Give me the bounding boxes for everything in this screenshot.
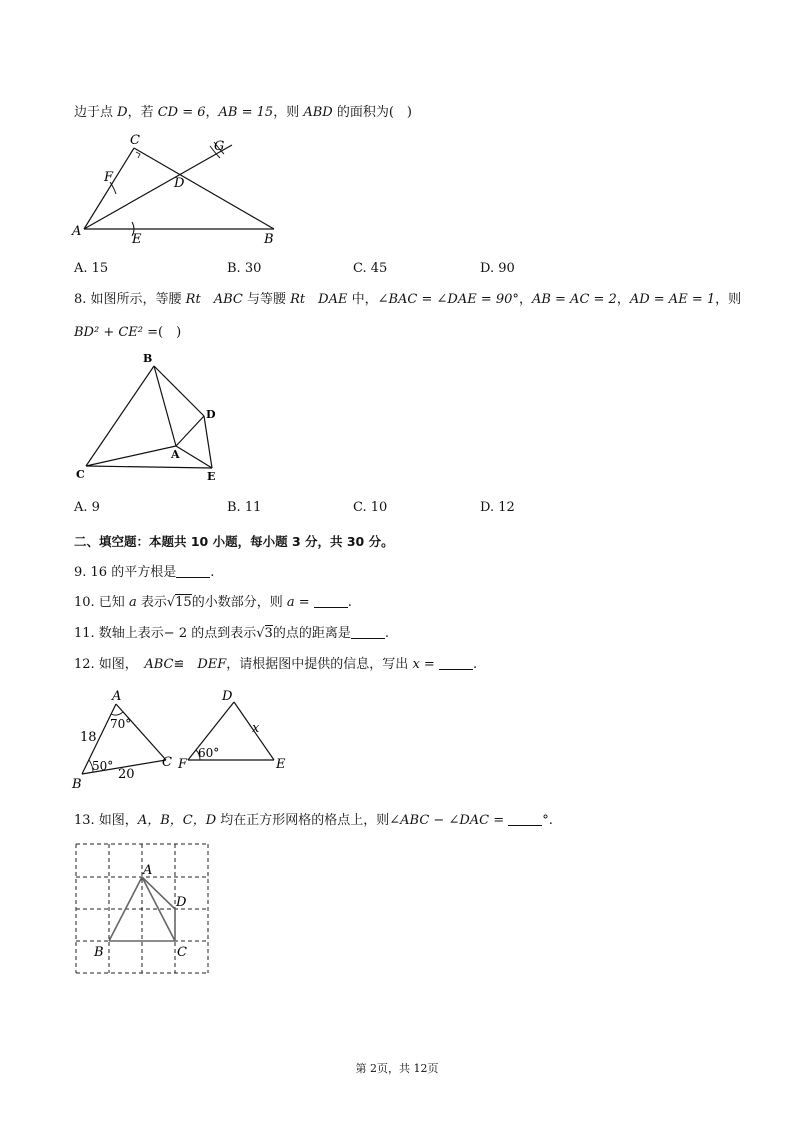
q12-side-ab: 18 (80, 730, 97, 745)
q12-answer-blank[interactable] (439, 657, 473, 670)
q10-text: 10. 已知 a 表示√15的小数部分，则 a = . (74, 595, 352, 610)
q8-text-line2: BD² + CE² =( ) (74, 325, 182, 340)
q12-angle-a: 70° (110, 717, 132, 731)
q12-text: 12. 如图， ABC≌ DEF，请根据图中提供的信息，写出 x = . (74, 657, 478, 672)
q10-answer-blank[interactable] (314, 595, 348, 608)
q7-figure (70, 132, 290, 247)
q12-figure (70, 686, 300, 790)
q7-option-d[interactable]: D. 90 (480, 261, 515, 276)
q7-label-d: D (174, 176, 185, 191)
q12-angle-b: 50° (92, 759, 114, 773)
q9-answer-blank[interactable] (176, 565, 210, 578)
q8-label-c: C (76, 468, 85, 481)
q11-text: 11. 数轴上表示− 2 的点到表示√3的点的距离是 . (74, 626, 389, 641)
q13-label-b: B (94, 945, 104, 960)
q8-label-b: B (143, 352, 153, 365)
q8-option-c[interactable]: C. 10 (353, 500, 388, 515)
q8-option-a[interactable]: A. 9 (74, 500, 100, 515)
q13-label-d: D (176, 895, 187, 910)
q12-label-d: D (222, 689, 233, 704)
q12-angle-f: 60° (198, 746, 220, 760)
q7-label-e: E (132, 232, 142, 247)
q8-label-a: A (171, 448, 180, 461)
q12-label-f: F (178, 757, 188, 772)
q8-text-line1: 8. 如图所示，等腰 Rt ABC 与等腰 Rt DAE 中，∠BAC = ∠DAE = 90°，AB = AC = 2，AD = AE = 1，则 (74, 292, 742, 307)
q7-label-g: G (214, 139, 225, 154)
q7-label-f: F (104, 170, 114, 185)
q8-label-e: E (207, 470, 216, 483)
q7-label-a: A (72, 224, 82, 239)
q7-option-c[interactable]: C. 45 (353, 261, 388, 276)
q13-label-a: A (143, 863, 153, 878)
q8-option-d[interactable]: D. 12 (480, 500, 515, 515)
q7-option-b[interactable]: B. 30 (227, 261, 262, 276)
q12-side-bc: 20 (118, 767, 135, 782)
q12-label-b: B (72, 777, 82, 792)
q13-text: 13. 如图，A，B，C，D 均在正方形网格的格点上，则∠ABC − ∠DAC = °. (74, 813, 553, 828)
q7-label-c: C (130, 133, 140, 148)
q7-option-a[interactable]: A. 15 (74, 261, 109, 276)
q8-label-d: D (206, 408, 216, 421)
page-footer: 第 2页，共 12页 (355, 1062, 439, 1075)
q12-label-c: C (162, 755, 172, 770)
q12-side-x: x (252, 721, 260, 736)
q9-text: 9. 16 的平方根是 . (74, 565, 215, 580)
sqrt-symbol: √ (166, 595, 176, 610)
q13-figure (70, 840, 215, 980)
q8-figure (70, 350, 230, 485)
q7-text: 边于点 D，若 CD = 6，AB = 15，则 ABD 的面积为( ) (74, 105, 412, 120)
q13-answer-blank[interactable] (508, 813, 542, 826)
q13-label-c: C (177, 945, 187, 960)
sqrt-symbol: √ (256, 626, 265, 641)
q7-label-b: B (264, 232, 274, 247)
q12-label-e: E (276, 757, 286, 772)
section-2-heading: 二、填空题：本题共 10 小题，每小题 3 分，共 30 分。 (74, 534, 394, 549)
q11-answer-blank[interactable] (351, 626, 385, 639)
q12-label-a: A (112, 689, 122, 704)
q8-option-b[interactable]: B. 11 (227, 500, 262, 515)
